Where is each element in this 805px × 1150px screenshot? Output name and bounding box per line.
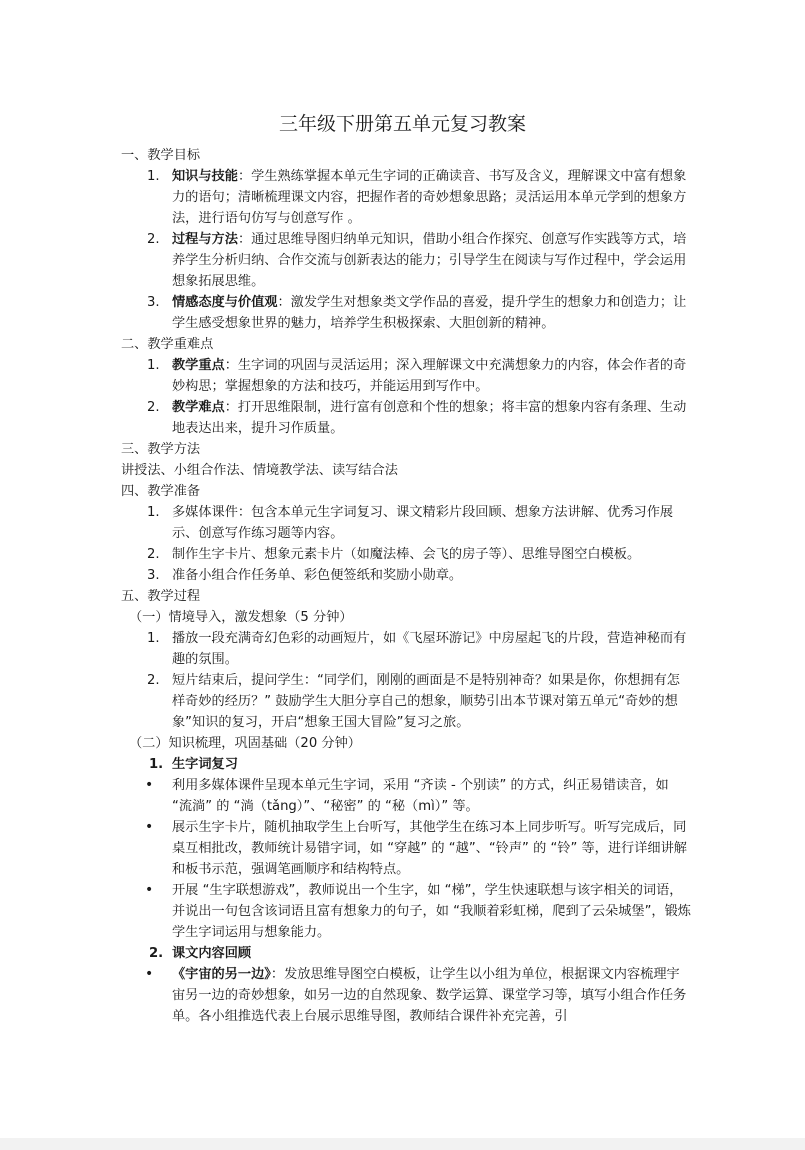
list-number: 1. xyxy=(147,631,160,646)
item-text: ：学生熟练掌握本单元生字词的正确读音、书写及含义，理解课文中富有想象力的语句；清晰梳理课文内容，把握作者的奇妙想象思路；灵活运用本单元学到的想象方法，进行语句仿写与创意写作 。 xyxy=(172,169,687,226)
item-label: 教学重点 xyxy=(172,358,225,373)
section-heading-keypoints: 二、教学重难点 xyxy=(121,337,214,352)
numbered-heading xyxy=(121,754,691,775)
list-number: 1. xyxy=(147,169,160,184)
list-number: 3. xyxy=(147,295,160,310)
document-body xyxy=(121,145,691,1027)
subsection-heading-review: （二）知识梳理，巩固基础（20 分钟） xyxy=(129,736,361,751)
section-heading-prep: 四、教学准备 xyxy=(121,484,201,499)
list-number: 2. xyxy=(147,673,160,688)
item-text: 准备小组合作任务单、彩色便签纸和奖励小勋章。 xyxy=(172,568,463,583)
list-item xyxy=(121,397,691,439)
bullet-item xyxy=(121,775,691,817)
list-item xyxy=(121,292,691,334)
item-text: ：生字词的巩固与灵活运用；深入理解课文中充满想象力的内容，体会作者的奇妙构思；掌握想象的方法和技巧，并能运用到写作中。 xyxy=(172,358,687,394)
list-item xyxy=(121,229,691,292)
list-number: 2. xyxy=(147,232,160,247)
section-heading-methods: 三、教学方法 xyxy=(121,442,201,457)
bullet-icon: • xyxy=(145,777,154,793)
document-title: 三年级下册第五单元复习教案 xyxy=(278,113,526,135)
item-text: 展示生字卡片，随机抽取学生上台听写，其他学生在练习本上同步听写。听写完成后，同桌互相批改，教师统计易错字词，如 “穿越” 的 “越”、“铃声” 的 “铃” 等，进行详细讲解和板书示范，强调笔画顺序和结构特点。 xyxy=(172,820,687,877)
list-item xyxy=(121,670,691,733)
list-number: 2. xyxy=(147,400,160,415)
list-number: 1. xyxy=(147,505,160,520)
item-text: 播放一段充满奇幻色彩的动画短片，如《飞屋环游记》中房屋起飞的片段，营造神秘而有趣的氛围。 xyxy=(172,631,687,667)
bullet-item xyxy=(121,964,691,1027)
bullet-icon: • xyxy=(145,882,154,898)
heading-text: 课文内容回顾 xyxy=(172,946,252,961)
item-text: ：发放思维导图空白模板，让学生以小组为单位，根据课文内容梳理宇宙另一边的奇妙想象，如另一边的自然现象、数学运算、课堂学习等，填写小组合作任务单。各小组推选代表上台展示思维导图，教师结合课件补充完善，引 xyxy=(172,967,687,1024)
item-text: 开展 “生字联想游戏”，教师说出一个生字，如 “梯”，学生快速联想与该字相关的词语，并说出一句包含该词语且富有想象力的句子，如 “我顺着彩虹梯，爬到了云朵城堡”，锻炼学生字词运用与想象能力。 xyxy=(172,883,691,940)
list-number: 3. xyxy=(147,568,160,583)
subsection-heading-intro: （一）情境导入，激发想象（5 分钟） xyxy=(129,610,353,625)
item-label: 情感态度与价值观 xyxy=(172,295,278,310)
item-label: 教学难点 xyxy=(172,400,225,415)
item-text: ：打开思维限制，进行富有创意和个性的想象；将丰富的想象内容有条理、生动地表达出来，提升习作质量。 xyxy=(172,400,687,436)
section-heading-process: 五、教学过程 xyxy=(121,589,201,604)
item-text: ：激发学生对想象类文学作品的喜爱，提升学生的想象力和创造力；让学生感受想象世界的魅力，培养学生积极探索、大胆创新的精神。 xyxy=(172,295,687,331)
bullet-icon: • xyxy=(145,966,154,982)
list-item xyxy=(121,565,691,586)
item-text: 短片结束后，提问学生：“同学们，刚刚的画面是不是特别神奇？如果是你，你想拥有怎样奇妙的经历？” 鼓励学生大胆分享自己的想象，顺势引出本节课对第五单元“奇妙的想象”知识的复习，开启“想象王国大冒险”复习之旅。 xyxy=(172,673,680,730)
item-label: 知识与技能 xyxy=(172,169,238,184)
list-number: 2. xyxy=(149,946,164,961)
bullet-icon: • xyxy=(145,819,154,835)
item-label: 《宇宙的另一边》 xyxy=(172,967,271,982)
methods-text: 讲授法、小组合作法、情境教学法、读写结合法 xyxy=(121,463,398,478)
list-number: 1. xyxy=(149,757,164,772)
list-item xyxy=(121,628,691,670)
bullet-item xyxy=(121,880,691,943)
item-label: 过程与方法 xyxy=(172,232,238,247)
item-text: 利用多媒体课件呈现本单元生字词，采用 “齐读 - 个别读” 的方式，纠正易错读音，如 “流淌” 的 “淌（tǎng）”、“秘密” 的 “秘（mì）” 等。 xyxy=(172,778,669,814)
list-number: 1. xyxy=(147,358,160,373)
heading-text: 生字词复习 xyxy=(172,757,238,772)
list-item xyxy=(121,502,691,544)
numbered-heading xyxy=(121,943,691,964)
item-text: ：通过思维导图归纳单元知识，借助小组合作探究、创意写作实践等方式，培养学生分析归纳、合作交流与创新表达的能力；引导学生在阅读与写作过程中，学会运用想象拓展思维。 xyxy=(172,232,687,289)
list-item xyxy=(121,355,691,397)
section-heading-goals: 一、教学目标 xyxy=(121,148,201,163)
bullet-item xyxy=(121,817,691,880)
item-text: 制作生字卡片、想象元素卡片（如魔法棒、会飞的房子等）、思维导图空白模板。 xyxy=(172,547,641,562)
item-text: 多媒体课件：包含本单元生字词复习、课文精彩片段回顾、想象方法讲解、优秀习作展示、创意写作练习题等内容。 xyxy=(172,505,674,541)
list-item xyxy=(121,166,691,229)
list-item xyxy=(121,544,691,565)
list-number: 2. xyxy=(147,547,160,562)
